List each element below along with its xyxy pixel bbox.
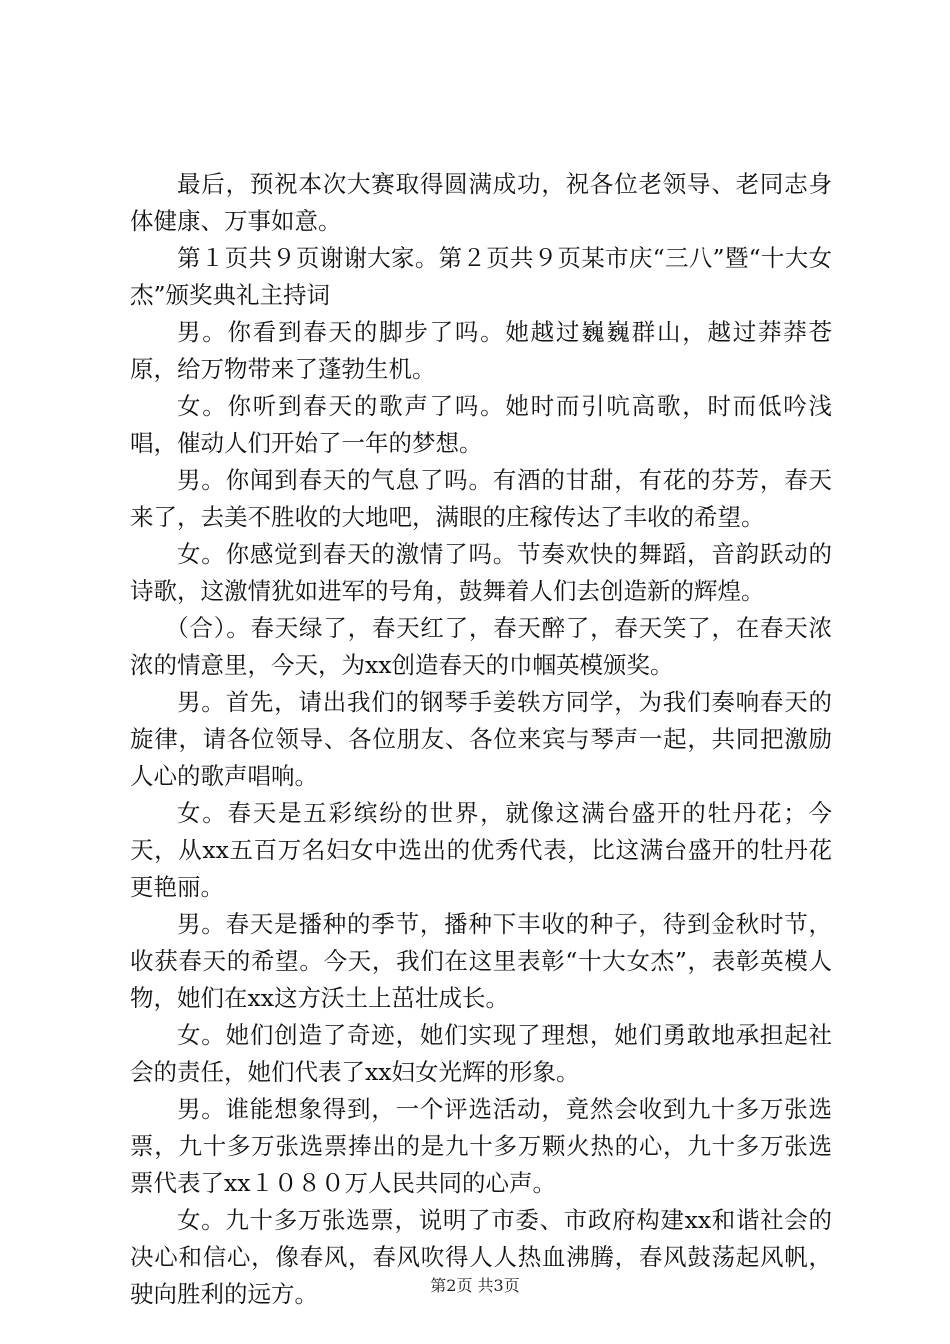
paragraph: 第１页共９页谢谢大家。第２页共９页某市庆“三八”暨“十大女杰”颁奖典礼主持词 <box>130 244 832 309</box>
paragraph: （合）。春天绿了，春天红了，春天醉了，春天笑了，在春天浓浓的情意里，今天，为xx创造春天的巾帼英模颁奖。 <box>130 614 832 679</box>
paragraph: 女。春天是五彩缤纷的世界，就像这满台盛开的牡丹花；今天，从xx五百万名妇女中选出的优秀代表，比这满台盛开的牡丹花更艳丽。 <box>130 799 832 901</box>
paragraph: 男。春天是播种的季节，播种下丰收的种子，待到金秋时节，收获春天的希望。今天，我们在这里表彰“十大女杰”，表彰英模人物，她们在xx这方沃土上茁壮成长。 <box>130 910 832 1012</box>
paragraph: 女。你感觉到春天的激情了吗。节奏欢快的舞蹈，音韵跃动的诗歌，这激情犹如进军的号角，鼓舞着人们去创造新的辉煌。 <box>130 540 832 605</box>
paragraph: 男。首先，请出我们的钢琴手姜轶方同学，为我们奏响春天的旋律，请各位领导、各位朋友、各位来宾与琴声一起，共同把激励人心的歌声唱响。 <box>130 688 832 790</box>
page-footer <box>0 1276 950 1296</box>
paragraph: 女。九十多万张选票，说明了市委、市政府构建xx和谐社会的决心和信心，像春风，春风吹得人人热血沸腾，春风鼓荡起风帆，驶向胜利的远方。 <box>130 1206 832 1308</box>
paragraph: 女。她们创造了奇迹，她们实现了理想，她们勇敢地承担起社会的责任，她们代表了xx妇女光辉的形象。 <box>130 1021 832 1086</box>
paragraph: 最后，预祝本次大赛取得圆满成功，祝各位老领导、老同志身体健康、万事如意。 <box>130 170 832 235</box>
document-body <box>130 166 832 1313</box>
paragraph: 男。你看到春天的脚步了吗。她越过巍巍群山，越过莽莽苍原，给万物带来了蓬勃生机。 <box>130 318 832 383</box>
paragraph: 女。你听到春天的歌声了吗。她时而引吭高歌，时而低吟浅唱，催动人们开始了一年的梦想。 <box>130 392 832 457</box>
paragraph: 男。你闻到春天的气息了吗。有酒的甘甜，有花的芬芳，春天来了，去美不胜收的大地吧，满眼的庄稼传达了丰收的希望。 <box>130 466 832 531</box>
page-number-label: 第2页 共3页 <box>430 1276 520 1295</box>
paragraph: 男。谁能想象得到，一个评选活动，竟然会收到九十多万张选票，九十多万张选票捧出的是九十多万颗火热的心，九十多万张选票代表了xx１０８０万人民共同的心声。 <box>130 1095 832 1197</box>
